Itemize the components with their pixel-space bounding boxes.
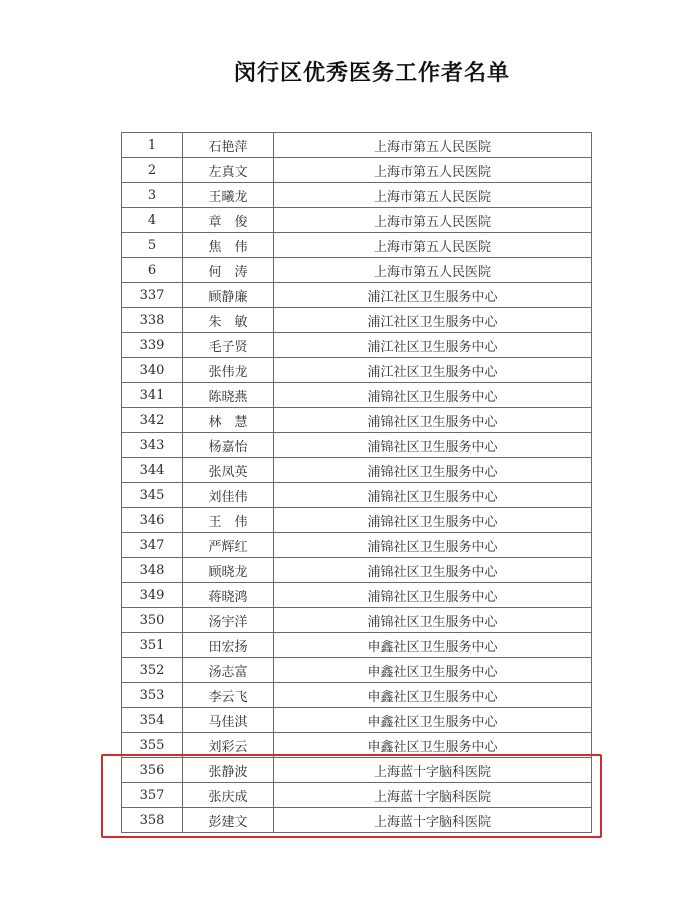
organization: 上海市第五人民医院 (274, 183, 592, 208)
row-number: 338 (122, 308, 183, 333)
row-number: 354 (122, 708, 183, 733)
person-name: 刘彩云 (183, 733, 274, 758)
person-name: 章 俊 (183, 208, 274, 233)
row-number: 339 (122, 333, 183, 358)
table-row (122, 433, 592, 458)
person-name: 陈晓燕 (183, 383, 274, 408)
table-row (122, 183, 592, 208)
table-row (122, 533, 592, 558)
person-name: 毛子贤 (183, 333, 274, 358)
row-number: 343 (122, 433, 183, 458)
row-number: 2 (122, 158, 183, 183)
table-row (122, 483, 592, 508)
row-number: 351 (122, 633, 183, 658)
organization: 上海蓝十字脑科医院 (274, 808, 592, 833)
row-number: 1 (122, 133, 183, 158)
organization: 浦锦社区卫生服务中心 (274, 383, 592, 408)
row-number: 341 (122, 383, 183, 408)
organization: 上海蓝十字脑科医院 (274, 783, 592, 808)
organization: 申鑫社区卫生服务中心 (274, 708, 592, 733)
person-name: 汤宇洋 (183, 608, 274, 633)
person-name: 顾静廉 (183, 283, 274, 308)
table-row (122, 358, 592, 383)
table-row (122, 208, 592, 233)
table-row (122, 283, 592, 308)
table-row (122, 683, 592, 708)
person-name: 马佳淇 (183, 708, 274, 733)
organization: 申鑫社区卫生服务中心 (274, 633, 592, 658)
person-name: 严辉红 (183, 533, 274, 558)
organization: 申鑫社区卫生服务中心 (274, 733, 592, 758)
organization: 浦锦社区卫生服务中心 (274, 408, 592, 433)
organization: 浦江社区卫生服务中心 (274, 358, 592, 383)
title-text: 闵行区优秀医务工作者名单 (233, 61, 510, 86)
table-row (122, 658, 592, 683)
table-row (122, 158, 592, 183)
organization: 浦锦社区卫生服务中心 (274, 458, 592, 483)
person-name: 蒋晓鸿 (183, 583, 274, 608)
table-row (122, 558, 592, 583)
row-number: 350 (122, 608, 183, 633)
table-row (122, 133, 592, 158)
person-name: 田宏扬 (183, 633, 274, 658)
person-name: 张静波 (183, 758, 274, 783)
page-title (0, 56, 700, 87)
organization: 上海市第五人民医院 (274, 158, 592, 183)
person-name: 刘佳伟 (183, 483, 274, 508)
table-row (122, 583, 592, 608)
row-number: 355 (122, 733, 183, 758)
person-name: 张庆成 (183, 783, 274, 808)
row-number: 356 (122, 758, 183, 783)
table-row (122, 233, 592, 258)
person-name: 张伟龙 (183, 358, 274, 383)
row-number: 345 (122, 483, 183, 508)
person-name: 何 涛 (183, 258, 274, 283)
person-name: 彭建文 (183, 808, 274, 833)
person-name: 杨嘉怡 (183, 433, 274, 458)
row-number: 337 (122, 283, 183, 308)
organization: 浦江社区卫生服务中心 (274, 308, 592, 333)
organization: 浦锦社区卫生服务中心 (274, 558, 592, 583)
organization: 浦江社区卫生服务中心 (274, 333, 592, 358)
organization: 浦锦社区卫生服务中心 (274, 508, 592, 533)
row-number: 342 (122, 408, 183, 433)
row-number: 358 (122, 808, 183, 833)
row-number: 352 (122, 658, 183, 683)
row-number: 340 (122, 358, 183, 383)
table-row (122, 383, 592, 408)
person-name: 顾晓龙 (183, 558, 274, 583)
row-number: 6 (122, 258, 183, 283)
row-number: 3 (122, 183, 183, 208)
row-number: 344 (122, 458, 183, 483)
table-row (122, 508, 592, 533)
table-row (122, 408, 592, 433)
row-number: 357 (122, 783, 183, 808)
organization: 浦江社区卫生服务中心 (274, 283, 592, 308)
table-row (122, 708, 592, 733)
person-name: 李云飞 (183, 683, 274, 708)
person-name: 王曦龙 (183, 183, 274, 208)
person-name: 石艳萍 (183, 133, 274, 158)
organization: 浦锦社区卫生服务中心 (274, 483, 592, 508)
organization: 上海市第五人民医院 (274, 258, 592, 283)
row-number: 5 (122, 233, 183, 258)
row-number: 349 (122, 583, 183, 608)
roster-body (122, 133, 592, 833)
person-name: 朱 敏 (183, 308, 274, 333)
person-name: 张凤英 (183, 458, 274, 483)
roster-table (121, 132, 592, 833)
person-name: 林 慧 (183, 408, 274, 433)
organization: 上海市第五人民医院 (274, 233, 592, 258)
table-row (122, 458, 592, 483)
organization: 申鑫社区卫生服务中心 (274, 658, 592, 683)
row-number: 353 (122, 683, 183, 708)
person-name: 王 伟 (183, 508, 274, 533)
organization: 上海市第五人民医院 (274, 133, 592, 158)
row-number: 4 (122, 208, 183, 233)
table-row (122, 258, 592, 283)
organization: 上海蓝十字脑科医院 (274, 758, 592, 783)
person-name: 左真文 (183, 158, 274, 183)
organization: 浦锦社区卫生服务中心 (274, 533, 592, 558)
highlight-box (101, 754, 602, 838)
organization: 申鑫社区卫生服务中心 (274, 683, 592, 708)
organization: 浦锦社区卫生服务中心 (274, 433, 592, 458)
table-row (122, 608, 592, 633)
organization: 上海市第五人民医院 (274, 208, 592, 233)
person-name: 焦 伟 (183, 233, 274, 258)
row-number: 347 (122, 533, 183, 558)
row-number: 346 (122, 508, 183, 533)
person-name: 汤志富 (183, 658, 274, 683)
table-row (122, 308, 592, 333)
organization: 浦锦社区卫生服务中心 (274, 608, 592, 633)
row-number: 348 (122, 558, 183, 583)
table-row (122, 333, 592, 358)
table-row (122, 633, 592, 658)
organization: 浦锦社区卫生服务中心 (274, 583, 592, 608)
